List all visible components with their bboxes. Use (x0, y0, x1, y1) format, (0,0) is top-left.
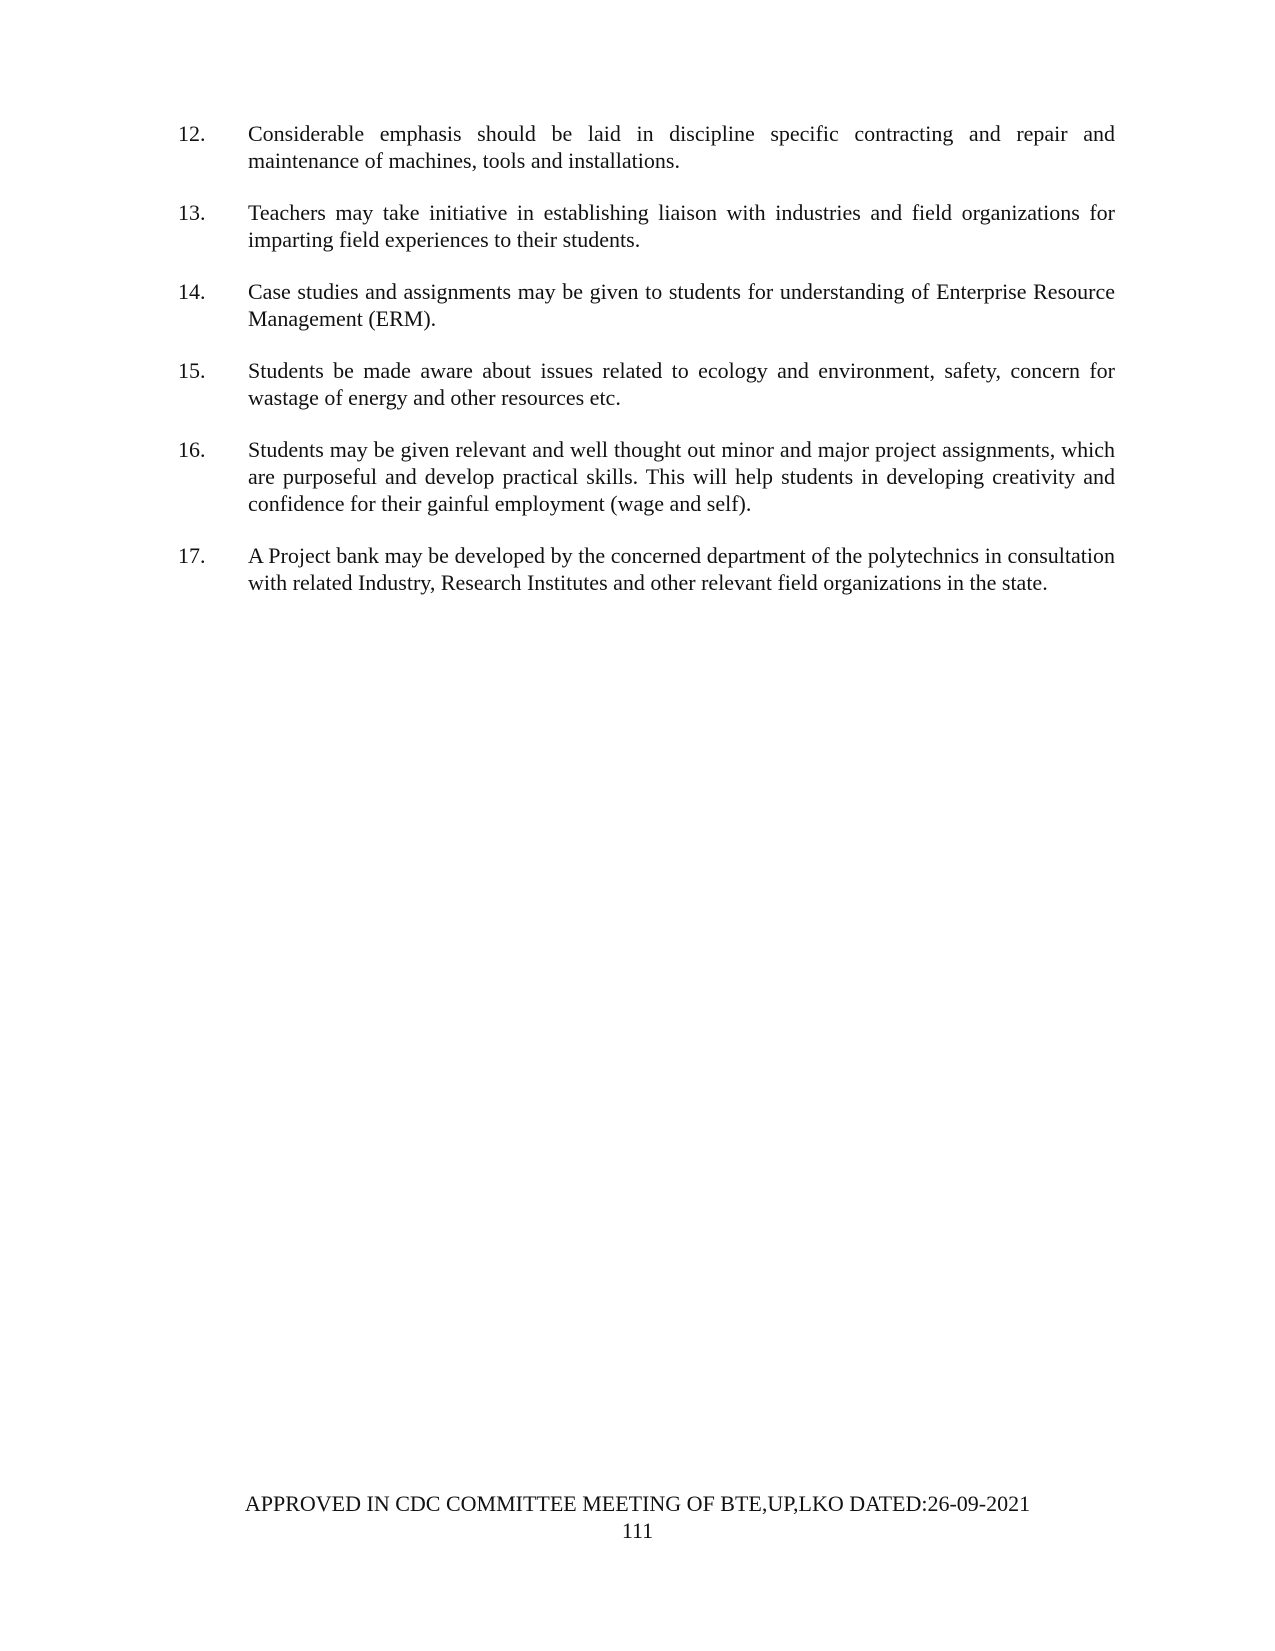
list-item-number: 14. (178, 279, 206, 304)
list-item-text: Teachers may take initiative in establishing liaison with industries and field organizations for imparting field experiences to their students. (248, 200, 1115, 252)
list-item-number: 13. (178, 200, 206, 225)
page-number: 111 (621, 1518, 654, 1543)
list-item-text: A Project bank may be developed by the concerned department of the polytechnics in consultation with related Industry, Research Institutes and other relevant field organizations in the state. (248, 543, 1115, 595)
list-item-text: Case studies and assignments may be given to students for understanding of Enterprise Resource Management (ERM). (248, 279, 1115, 331)
list-item-number: 12. (178, 121, 206, 146)
list-item-text: Students may be given relevant and well thought out minor and major project assignments, which are purposeful and develop practical skills. This will help students in developing creativity and confidence for their gainful employment (wage and self). (248, 437, 1115, 516)
list-item (178, 542, 1115, 596)
list-item (178, 436, 1115, 517)
approval-note: APPROVED IN CDC COMMITTEE MEETING OF BTE,UP,LKO DATED:26-09-2021 (244, 1491, 1031, 1516)
page-footer (0, 1490, 1275, 1544)
list-item (178, 278, 1115, 332)
list-item (178, 120, 1115, 174)
numbered-list (178, 120, 1115, 621)
list-item-number: 15. (178, 358, 206, 383)
list-item-number: 17. (178, 543, 206, 568)
list-item-number: 16. (178, 437, 206, 462)
list-item-text: Students be made aware about issues related to ecology and environment, safety, concern for wastage of energy and other resources etc. (248, 358, 1115, 410)
list-item (178, 357, 1115, 411)
list-item (178, 199, 1115, 253)
list-item-text: Considerable emphasis should be laid in discipline specific contracting and repair and maintenance of machines, tools and installations. (248, 121, 1115, 173)
